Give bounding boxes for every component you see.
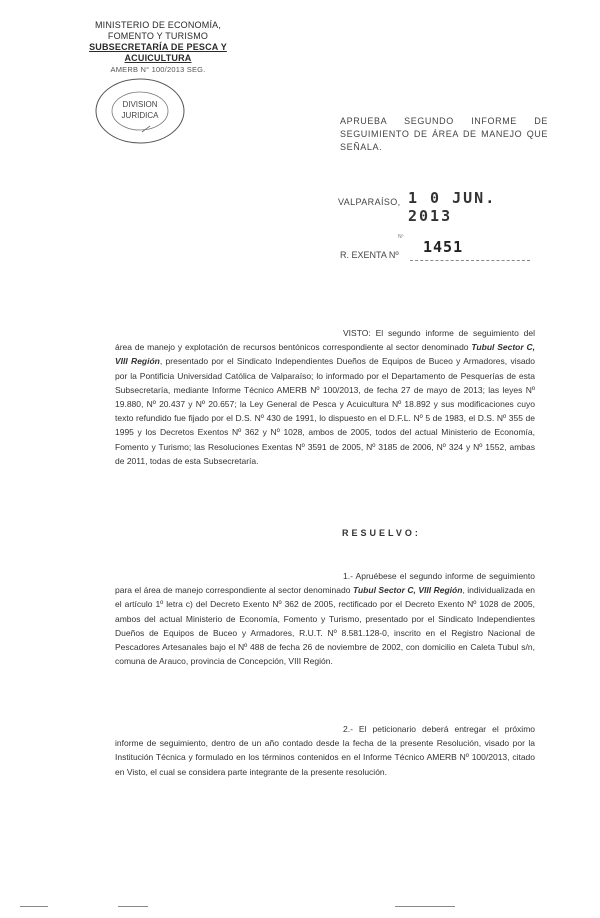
resolution-number-line (340, 234, 540, 260)
letterhead (58, 20, 258, 75)
ministry-line: MINISTERIO DE ECONOMÍA, (94, 20, 222, 30)
visto-text-a: VISTO: El segundo informe de seguimiento del área de manejo y explotación de recursos bentónicos correspondiente al sector denominado (115, 328, 535, 353)
subsecretaria-line: SUBSECRETARÍA DE PESCA Y ACUICULTURA (89, 42, 227, 63)
reference-line: AMERB N° 100/2013 SEG. (110, 65, 206, 74)
visto-sector: Tubul Sector C, VIII Región (115, 342, 536, 367)
subject: APRUEBA SEGUNDO INFORME DE SEGUIMIENTO DE ÁREA DE MANEJO QUE SEÑALA. (340, 116, 548, 152)
article-1 (115, 569, 535, 668)
number-underline (410, 260, 530, 261)
date-stamp: 1 0 JUN. 2013 (408, 189, 497, 225)
date-line (338, 189, 538, 225)
division-juridica-seal (92, 76, 188, 146)
seal-text-division: DIVISION (122, 100, 158, 109)
visto-paragraph (115, 326, 535, 468)
article-1-text-b: , individualizada en el artículo 1º letra c) del Decreto Exento Nº 362 de 2005, rectificado por el Decreto Exento Nº 1028 de 2005, ambos del actual Ministerio de Economía, Fomento y Turismo, presentado por el Sindicato Independientes Dueños de Equipos de Buceo y Armadores, R.U.T. Nº 8.581.128-0, inscrito en el Registro Nacional de Pescadores Artesanales bajo el Nº 488 de fecha 26 de noviembre de 2002, con domicilio en Caleta Tubul s/n, comuna de Arauco, provincia de Concepción, VIII Región. (115, 585, 536, 667)
seal-text-juridica: JURIDICA (121, 111, 159, 120)
footer-mark-right (395, 906, 455, 907)
footer-mark-left (20, 906, 48, 907)
article-1-text-a: 1.- Apruébese el segundo informe de seguimiento para el área de manejo correspondiente al sector denominado (115, 571, 535, 596)
resolution-number: 1451 (423, 238, 464, 256)
ministry-line-2: FOMENTO Y TURISMO (107, 31, 209, 41)
article-2-text: 2.- El peticionario deberá entregar el próximo informe de seguimiento, dentro de un año contado desde la fecha de la presente Resolución, visado por la Institución Técnica y formulado en los términos contenidos en el Informe Técnico AMERB Nº 100/2013, citado en Visto, el cual se considera parte integrante de la presente resolución. (115, 724, 535, 777)
footer-mark-mid (118, 906, 148, 907)
place: VALPARAÍSO, (338, 197, 401, 207)
number-tiny-label: Nº (398, 234, 404, 240)
resuelvo-heading: RESUELVO: (342, 528, 421, 538)
article-1-sector: Tubul Sector C, VIII Región (352, 585, 463, 596)
resolution-label: R. EXENTA Nº (340, 250, 399, 260)
article-2 (115, 722, 535, 779)
visto-text-b: , presentado por el Sindicato Independientes Dueños de Equipos de Buceo y Armadores, visado por la Pontificia Universidad Católica de Valparaíso; lo informado por el Departamento de Pesquerías de esta Subsecretaría, mediante Informe Técnico AMERB Nº 100/2013, de fecha 27 de mayo de 2013; las leyes Nº 19.880, Nº 20.437 y Nº 20.657; la Ley General de Pesca y Acuicultura Nº 18.892 y sus modificaciones cuyo texto refundido fue fijado por el D.S. Nº 430 de 1991, lo dispuesto en el D.F.L. Nº 5 de 1983, el D.S. Nº 355 de 1995 y los Decretos Exentos Nº 362 y Nº 1028, ambos de 2005, todos del actual Ministerio de Economía, Fomento y Turismo; las Resoluciones Exentas Nº 3591 de 2005, Nº 3185 de 2006, Nº 324 y Nº 1552, ambas de 2011, todas de esta Subsecretaría. (115, 356, 536, 466)
